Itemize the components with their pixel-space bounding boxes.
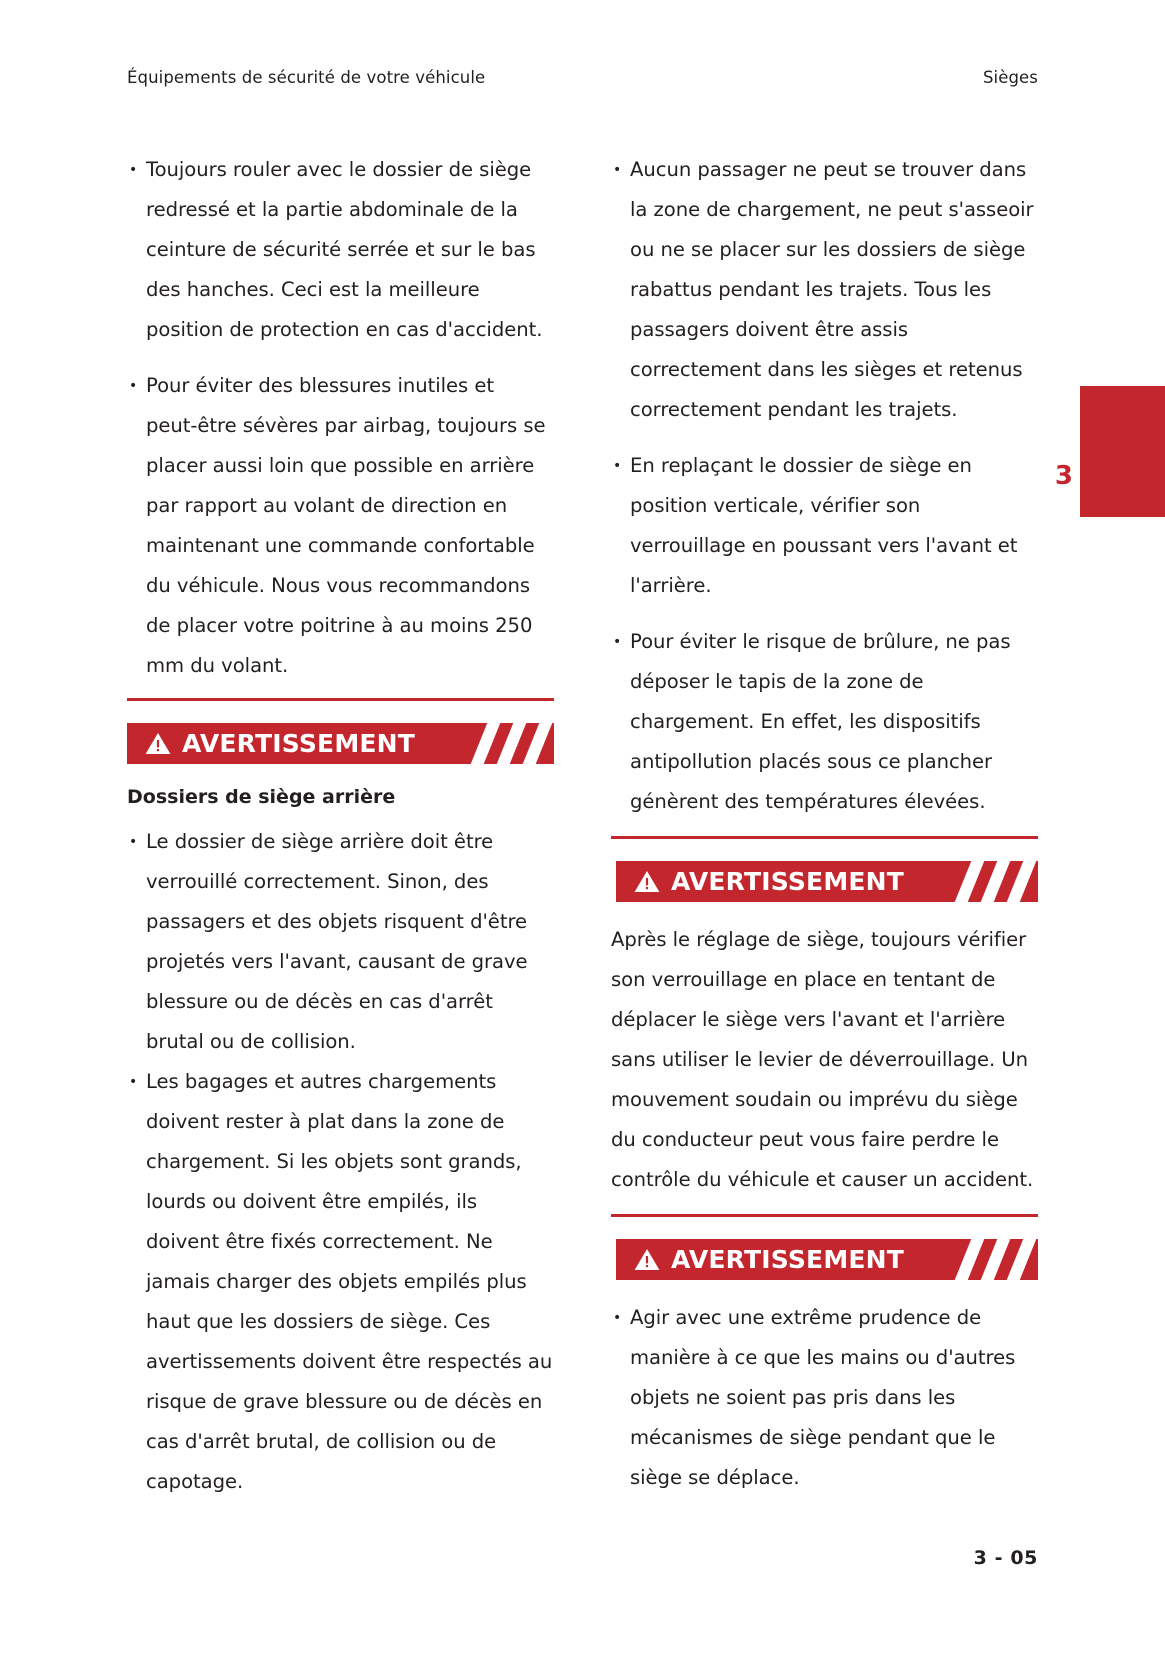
warning-rule xyxy=(611,1214,1038,1217)
warning-stripes-decoration xyxy=(942,861,1038,902)
warning-rule xyxy=(127,698,554,701)
right-column xyxy=(611,150,1038,1502)
warning-bullet-list xyxy=(611,1298,1038,1498)
running-header xyxy=(127,68,1038,87)
warning-subheading: Dossiers de siège arrière xyxy=(127,786,396,808)
running-header-left: Équipements de sécurité de votre véhicule xyxy=(127,68,486,87)
list-item: • Aucun passager ne peut se trouver dans la zone de chargement, ne peut s'asseoir ou ne se placer sur les dossiers de siège rabattus pendant les trajets. Tous les passagers doivent être assis correctement dans les sièges et retenus correctement pendant les trajets. xyxy=(611,150,1038,430)
warning-rule xyxy=(611,836,1038,839)
warning-triangle-icon xyxy=(634,870,660,893)
warning-banner-label: AVERTISSEMENT xyxy=(671,867,905,896)
running-header-right: Sièges xyxy=(982,68,1038,87)
left-top-bullet-list xyxy=(127,150,554,686)
warning-banner xyxy=(127,723,554,764)
body-columns xyxy=(127,150,1038,1502)
list-item: • Pour éviter des blessures inutiles et peut‑être sévères par airbag, toujours se placer aussi loin que possible en arrière par rapport au volant de direction en maintenant une commande confortable du véhicule. Nous vous recommandons de placer votre poitrine à au moins 250 mm du volant. xyxy=(127,366,554,686)
right-top-bullet-list xyxy=(611,150,1038,822)
warning-banner-label: AVERTISSEMENT xyxy=(671,1245,905,1274)
warning-body xyxy=(611,920,1038,1200)
warning-bullet-list xyxy=(127,822,554,1502)
left-column xyxy=(127,150,554,1502)
warning-body xyxy=(127,782,554,1502)
warning-triangle-icon xyxy=(634,1248,660,1271)
list-item: • Le dossier de siège arrière doit être verrouillé correctement. Sinon, des passagers et des objets risquent d'être projetés vers l'avant, causant de grave blessure ou de décès en cas d'arrêt brutal ou de collision. xyxy=(127,822,554,1062)
list-item: • En replaçant le dossier de siège en position verticale, vérifier son verrouillage en poussant vers l'avant et l'arrière. xyxy=(611,446,1038,606)
warning-banner-label: AVERTISSEMENT xyxy=(182,729,416,758)
page-number: 3 - 05 xyxy=(973,1547,1038,1569)
chapter-number: 3 xyxy=(1054,461,1073,491)
warning-banner xyxy=(616,861,1038,902)
warning-stripes-decoration xyxy=(942,1239,1038,1280)
warning-stripes-decoration xyxy=(458,723,554,764)
list-item: • Pour éviter le risque de brûlure, ne pas déposer le tapis de la zone de chargement. En effet, les dispositifs antipollution placés sous ce plancher génèrent des températures élevées. xyxy=(611,622,1038,822)
warning-paragraph: Après le réglage de siège, toujours vérifier son verrouillage en place en tentant de déplacer le siège vers l'avant et l'arrière sans utiliser le levier de déverrouillage. Un mouvement soudain ou imprévu du siège du conducteur peut vous faire perdre le contrôle du véhicule et causer un accident. xyxy=(611,928,1034,1191)
chapter-tab xyxy=(1080,386,1165,517)
list-item: • Les bagages et autres chargements doivent rester à plat dans la zone de chargement. Si les objets sont grands, lourds ou doivent être empilés, ils doivent être fixés correctement. Ne jamais charger des objets empilés plus haut que les dossiers de siège. Ces avertissements doivent être respectés au risque de grave blessure ou de décès en cas d'arrêt brutal, de collision ou de capotage. xyxy=(127,1062,554,1502)
warning-body xyxy=(611,1298,1038,1498)
warning-triangle-icon xyxy=(145,732,171,755)
warning-banner xyxy=(616,1239,1038,1280)
list-item: • Agir avec une extrême prudence de manière à ce que les mains ou d'autres objets ne soient pas pris dans les mécanismes de siège pendant que le siège se déplace. xyxy=(611,1298,1038,1498)
list-item: • Toujours rouler avec le dossier de siège redressé et la partie abdominale de la ceinture de sécurité serrée et sur le bas des hanches. Ceci est la meilleure position de protection en cas d'accident. xyxy=(127,150,554,350)
